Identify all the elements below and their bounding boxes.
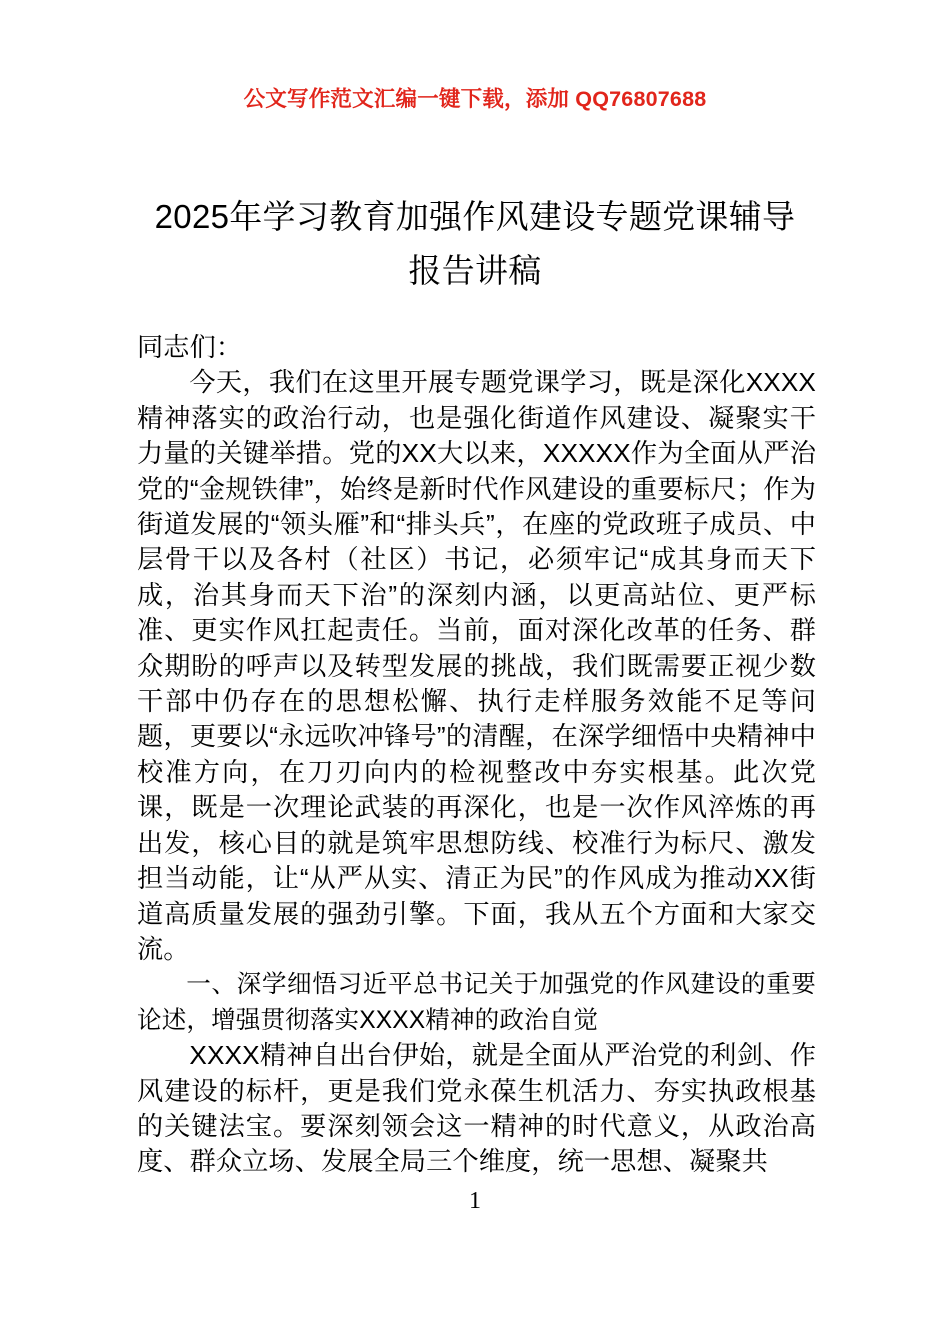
- document-body: [137, 330, 816, 1180]
- page-number: 1: [469, 1188, 481, 1214]
- opening-paragraph: 今天，我们在这里开展专题党课学习，既是深化XXXX精神落实的政治行动，也是强化街道作风建设、凝聚实干力量的关键举措。党的XX大以来，XXXXX作为全面从严治党的“金规铁律”，始终是新时代作风建设的重要标尺；作为街道发展的“领头雁”和“排头兵”，在座的党政班子成员、中层骨干以及各村（社区）书记，必须牢记“成其身而天下成，治其身而天下治”的深刻内涵，以更高站位、更严标准、更实作风扛起责任。当前，面对深化改革的任务、群众期盼的呼声以及转型发展的挑战，我们既需要正视少数干部中仍存在的思想松懈、执行走样服务效能不足等问题，更要以“永远吹冲锋号”的清醒，在深学细悟中央精神中校准方向，在刀刃向内的检视整改中夯实根基。此次党课，既是一次理论武装的再深化，也是一次作风淬炼的再出发，核心目的就是筑牢思想防线、校准行为标尺、激发担当动能，让“从严从实、清正为民”的作风成为推动XX街道高质量发展的强劲引擎。下面，我从五个方面和大家交流。: [137, 367, 816, 964]
- section-heading-one: 一、深学细悟习近平总书记关于加强党的作风建设的重要论述，增强贯彻落实XXXX精神的政治自觉: [137, 971, 816, 1034]
- section-one-paragraph: XXXX精神自出台伊始，就是全面从严治党的利剑、作风建设的标杆，更是我们党永葆生机活力、夯实执政根基的关键法宝。要深刻领会这一精神的时代意义，从政治高度、群众立场、发展全局三个维度，统一思想、凝聚共: [137, 1040, 816, 1177]
- document-title: 2025年学习教育加强作风建设专题党课辅导报告讲稿: [154, 198, 796, 289]
- salutation-line: 同志们：: [137, 332, 243, 362]
- promo-banner-text: 公文写作范文汇编一键下载，添加 QQ76807688: [243, 87, 707, 111]
